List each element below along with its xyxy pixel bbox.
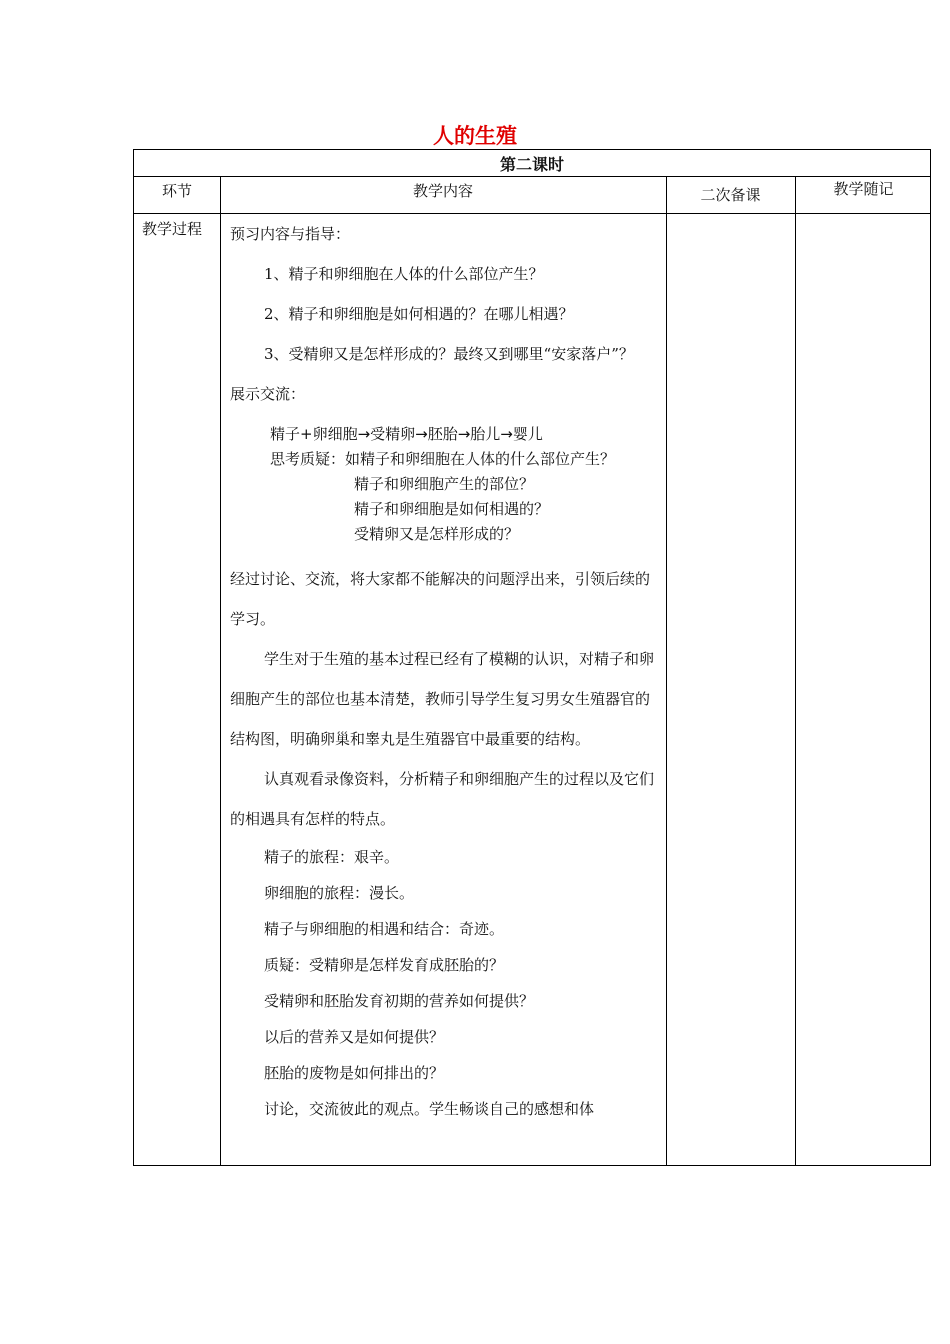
column-divider [220, 176, 221, 1165]
header-content: 教学内容 [412, 182, 473, 200]
header-notes: 教学随记 [833, 180, 894, 198]
think-item: 精子和卵细胞产生的部位？ [354, 475, 535, 493]
line: 讨论，交流彼此的观点。学生畅谈自己的感想和体 [264, 1100, 595, 1118]
lesson-subtitle: 第二课时 [499, 155, 564, 174]
paragraph: 学生对于生殖的基本过程已经有了模糊的认识，对精子和卵细胞产生的部位也基本清楚，教师引导学生复习男女生殖器官的结构图，明确卵巢和睾丸是生殖器官中最重要的结构。 [230, 650, 655, 748]
think-label: 思考质疑： [270, 450, 346, 468]
think-item: 精子和卵细胞是如何相遇的？ [354, 500, 550, 518]
think-line [270, 447, 660, 472]
flow-diagram [270, 422, 660, 547]
lesson-content [230, 214, 660, 1127]
line: 精子与卵细胞的相遇和结合：奇迹。 [264, 920, 505, 938]
exchange-heading: 展示交流： [230, 385, 306, 403]
preview-heading: 预习内容与指导： [230, 225, 351, 243]
column-divider [666, 176, 667, 1165]
question: 2、精子和卵细胞是如何相遇的？在哪儿相遇？ [264, 305, 574, 323]
line: 卵细胞的旅程：漫长。 [264, 884, 415, 902]
line: 质疑：受精卵是怎样发育成胚胎的？ [264, 956, 505, 974]
think-item: 如精子和卵细胞在人体的什么部位产生？ [345, 450, 616, 468]
header-section: 环节 [161, 182, 192, 200]
line: 胚胎的废物是如何排出的？ [264, 1064, 445, 1082]
paragraph: 认真观看录像资料，分析精子和卵细胞产生的过程以及它们的相遇具有怎样的特点。 [230, 770, 655, 828]
column-divider [795, 176, 796, 1165]
line: 精子的旅程：艰辛。 [264, 848, 400, 866]
short-lines [230, 839, 660, 1127]
line: 受精卵和胚胎发育初期的营养如何提供？ [264, 992, 535, 1010]
think-item: 受精卵又是怎样形成的？ [354, 525, 520, 543]
lesson-table [133, 149, 931, 1166]
question: 1、精子和卵细胞在人体的什么部位产生？ [264, 265, 544, 283]
line: 以后的营养又是如何提供？ [264, 1028, 445, 1046]
row-divider [134, 176, 930, 177]
header-second-prep: 二次备课 [700, 186, 761, 204]
question: 3、受精卵又是怎样形成的？最终又到哪里“安家落户”？ [264, 345, 634, 363]
section-label: 教学过程 [142, 220, 203, 238]
flow-line: 精子+卵细胞→受精卵→胚胎→胎儿→婴儿 [270, 425, 543, 443]
paragraph: 经过讨论、交流，将大家都不能解决的问题浮出来，引领后续的学习。 [230, 570, 651, 628]
page-title: 人的生殖 [433, 124, 517, 148]
